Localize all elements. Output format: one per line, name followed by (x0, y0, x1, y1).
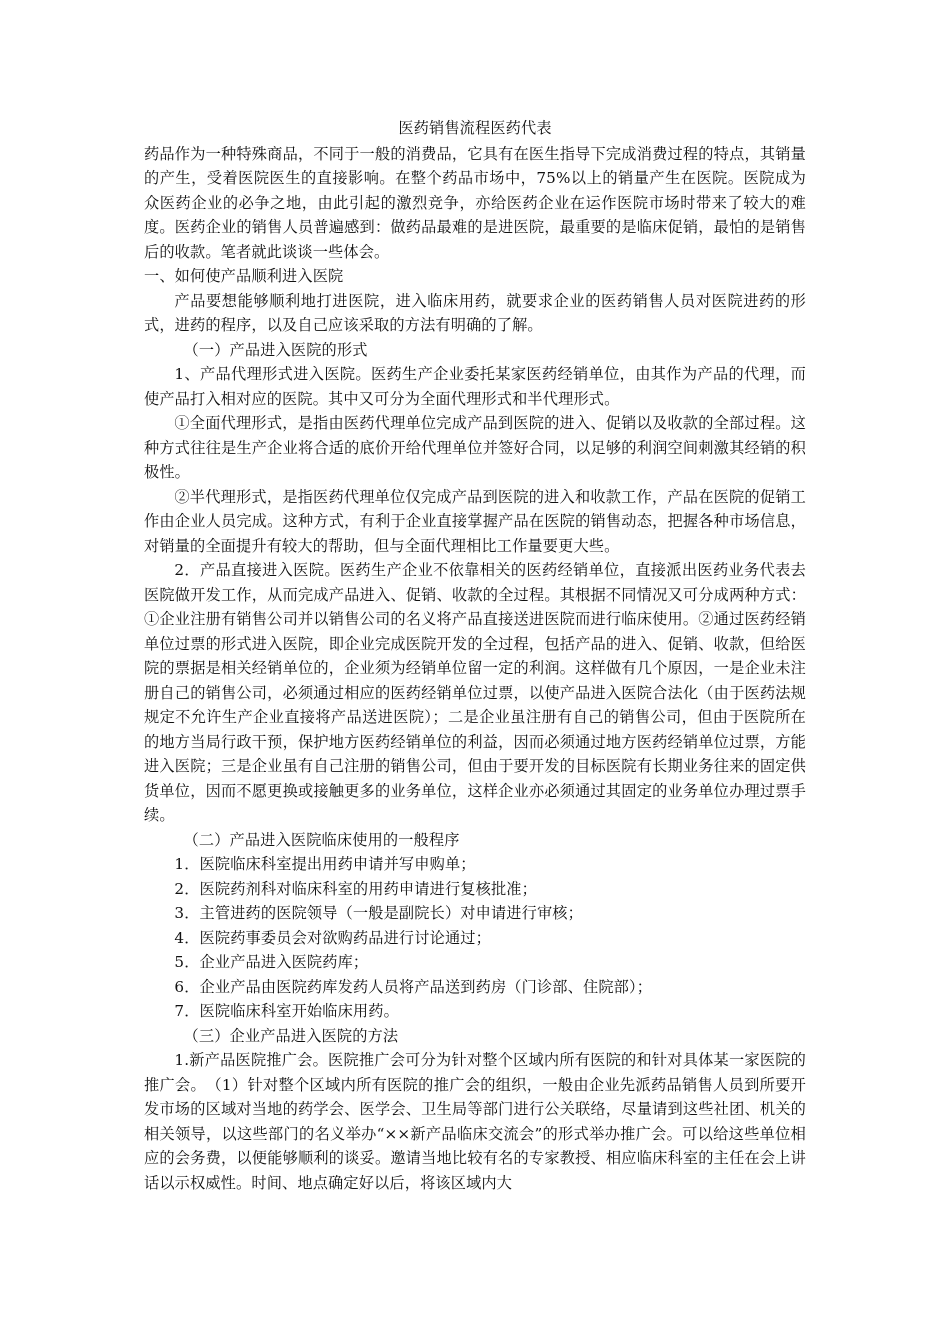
body-paragraph: ②半代理形式，是指医药代理单位仅完成产品到医院的进入和收款工作，产品在医院的促销工作由企业人员完成。这种方式，有利于企业直接掌握产品在医院的销售动态，把握各种市场信息，对销量的全面提升有较大的帮助，但与全面代理相比工作量要更大些。 (144, 487, 806, 555)
intro-paragraph: 药品作为一种特殊商品，不同于一般的消费品，它具有在医生指导下完成消费过程的特点，其销量的产生，受着医院医生的直接影响。在整个药品市场中，75%以上的销量产生在医院。医院成为众医药企业的必争之地，由此引起的激烈竞争，亦给医药企业在运作医院市场时带来了较大的难度。医药企业的销售人员普遍感到：做药品最难的是进医院，最重要的是临床促销，最怕的是销售后的收款。笔者就此谈谈一些体会。 (144, 144, 806, 261)
document-body (144, 116, 806, 1195)
procedure-step: 1．医院临床科室提出用药申请并写申购单； (174, 855, 476, 873)
body-paragraph: ①全面代理形式，是指由医药代理单位完成产品到医院的进入、促销以及收款的全部过程。这种方式往往是生产企业将合适的底价开给代理单位并签好合同，以足够的利润空间刺激其经销的积极性。 (144, 414, 806, 481)
procedure-step: 3．主管进药的医院领导（一般是副院长）对申请进行审核； (174, 904, 583, 922)
subsection-heading-3: （三）企业产品进入医院的方法 (183, 1026, 399, 1045)
procedure-step: 7．医院临床科室开始临床用药。 (174, 1002, 399, 1020)
procedure-step: 2．医院药剂科对临床科室的用药申请进行复核批准； (174, 879, 537, 898)
procedure-step: 6．企业产品由医院药库发药人员将产品送到药房（门诊部、住院部）； (174, 977, 653, 996)
subsection-heading-1: （一）产品进入医院的形式 (183, 340, 368, 359)
body-paragraph: 1、产品代理形式进入医院。医药生产企业委托某家医药经销单位，由其作为产品的代理，而使产品打入相对应的医院。其中又可分为全面代理形式和半代理形式。 (144, 365, 806, 408)
body-paragraph: 2．产品直接进入医院。医药生产企业不依靠相关的医药经销单位，直接派出医药业务代表去医院做开发工作，从而完成产品进入、促销、收款的全过程。其根据不同情况又可分成两种方式：①企业注册有销售公司并以销售公司的名义将产品直接送进医院而进行临床使用。②通过医药经销单位过票的形式进入医院，即企业完成医院开发的全过程，包括产品的进入、促销、收款，但给医院的票据是相关经销单位的，企业须为经销单位留一定的利润。这样做有几个原因，一是企业未注册自己的销售公司，必须通过相应的医药经销单位过票，以使产品进入医院合法化（由于医药法规规定不允许生产企业直接将产品送进医院）；二是企业虽注册有自己的销售公司，但由于医院所在的地方当局行政干预，保护地方医药经销单位的利益，因而必须通过地方医药经销单位过票，方能进入医院；三是企业虽有自己注册的销售公司，但由于要开发的目标医院有长期业务往来的固定供货单位，因而不愿更换或接触更多的业务单位，这样企业亦必须通过其固定的业务单位办理过票手续。 (144, 561, 806, 824)
subsection-heading-2: （二）产品进入医院临床使用的一般程序 (183, 830, 460, 849)
procedure-step: 4．医院药事委员会对欲购药品进行讨论通过； (174, 928, 491, 947)
body-paragraph: 产品要想能够顺利地打进医院，进入临床用药，就要求企业的医药销售人员对医院进药的形式，进药的程序，以及自己应该采取的方法有明确的了解。 (144, 291, 806, 334)
body-paragraph: 1.新产品医院推广会。医院推广会可分为针对整个区域内所有医院的和针对具体某一家医院的推广会。 （1）针对整个区域内所有医院的推广会的组织，一般由企业先派药品销售人员到所要开发市场的区域对当地的药学会、医学会、卫生局等部门进行公关联络，尽量请到这些社团、机关的相关领导，以这些部门的名义举办“××新产品临床交流会”的形式举办推广会。可以给这些单位相应的会务费，以便能够顺利的谈妥。邀请当地比较有名的专家教授、相应临床科室的主任在会上讲话以示权威性。时间、地点确定好以后，将该区域内大 (144, 1051, 806, 1192)
document-title: 医药销售流程医药代表 (398, 119, 552, 137)
section-heading-1: 一、如何使产品顺利进入医院 (144, 267, 344, 285)
procedure-step: 5．企业产品进入医院药库； (174, 953, 369, 971)
